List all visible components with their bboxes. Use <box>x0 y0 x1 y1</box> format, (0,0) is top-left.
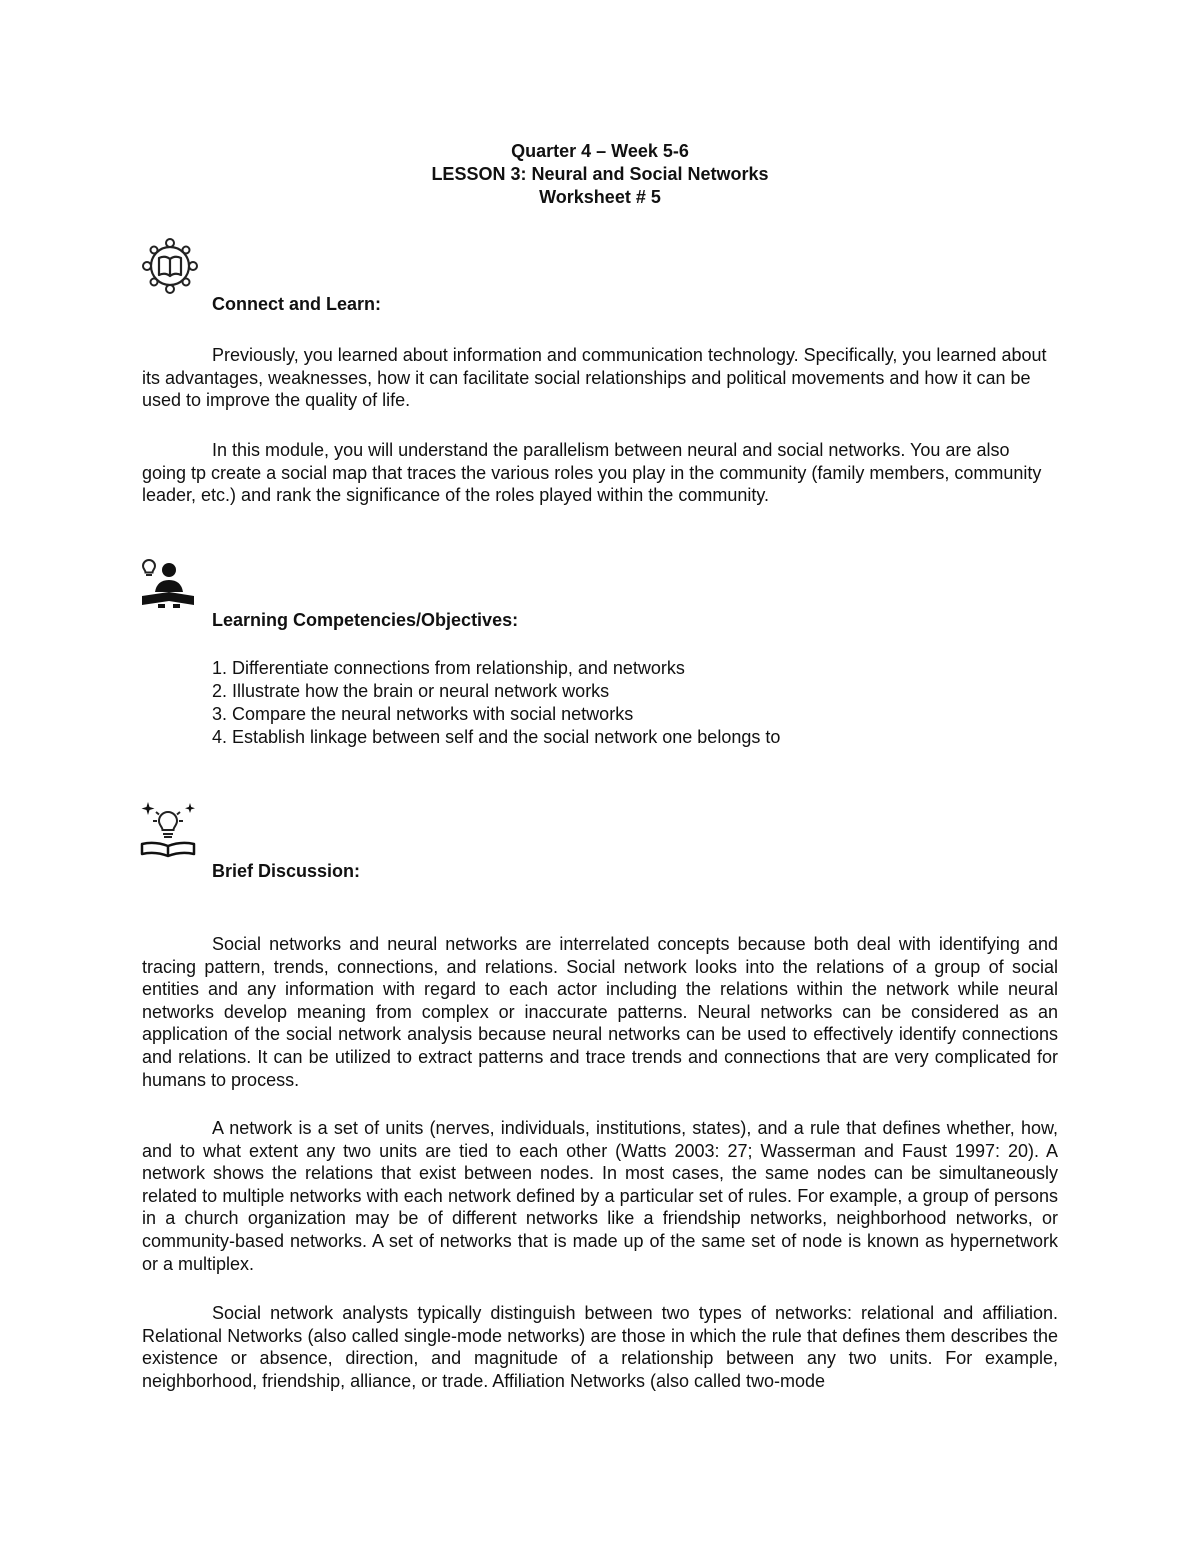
lesson-title: LESSON 3: Neural and Social Networks <box>431 164 769 184</box>
competencies-heading: Learning Competencies/Objectives: <box>212 610 519 630</box>
learner-lightbulb-icon <box>138 556 198 616</box>
book-network-icon <box>140 236 200 296</box>
connect-paragraph-2: In this module, you will understand the parallelism between neural and social networks. You are also going tp create a social map that traces the various roles you play in the community (family members, community leader, etc.) and rank the significance of the roles played within the community. <box>142 440 1042 506</box>
book-lightbulb-icon <box>138 800 198 860</box>
worksheet-header <box>0 140 1200 209</box>
discussion-heading: Brief Discussion: <box>212 861 361 881</box>
list-item: 3. Compare the neural networks with social networks <box>212 704 634 724</box>
quarter-week-title: Quarter 4 – Week 5-6 <box>511 141 689 161</box>
discussion-paragraph-2: A network is a set of units (nerves, individuals, institutions, states), and a rule that defines whether, how, and to what extent any two units are tied to each other (Watts 2003: 27; Wasserman and Faust 1997: 20). A network shows the relations that exist between nodes. In most cases, the same nodes can be simultaneously related to multiple networks with each network defined by a particular set of rules. For example, a group of persons in a church organization may be of different networks like a friendship networks, neighborhood networks, or community-based networks. A set of networks that is made up of the same set of node is known as hypernetwork or a multiplex. <box>142 1118 1058 1274</box>
connect-paragraph-1: Previously, you learned about information and communication technology. Specifically, you learned about its advantages, weaknesses, how it can facilitate social relationships and political movements and how it can be used to improve the quality of life. <box>142 345 1047 411</box>
worksheet-number: Worksheet # 5 <box>539 187 661 207</box>
discussion-paragraph-3: Social network analysts typically distinguish between two types of networks: relational and affiliation. Relational Networks (also called single-mode networks) are those in which the rule that defines them describes the existence or absence, direction, and magnitude of a relationship between any two units. For example, neighborhood, friendship, alliance, or trade. Affiliation Networks (also called two-mode <box>142 1303 1058 1391</box>
connect-heading: Connect and Learn: <box>212 294 382 314</box>
discussion-paragraph-1: Social networks and neural networks are interrelated concepts because both deal with identifying and tracing pattern, trends, connections, and relations. Social network looks into the relations of a group of social entities and any information with regard to each actor including the relations within the network while neural networks develop meaning from complex or inaccurate patterns. Neural networks can be considered as an application of the social network analysis because neural networks can be used to effectively identify connections and relations. It can be utilized to extract patterns and trace trends and connections that are very complicated for humans to process. <box>142 934 1058 1090</box>
objectives-list <box>212 657 780 749</box>
list-item: 4. Establish linkage between self and the social network one belongs to <box>212 727 781 747</box>
list-item: 2. Illustrate how the brain or neural network works <box>212 681 610 701</box>
list-item: 1. Differentiate connections from relationship, and networks <box>212 658 685 678</box>
